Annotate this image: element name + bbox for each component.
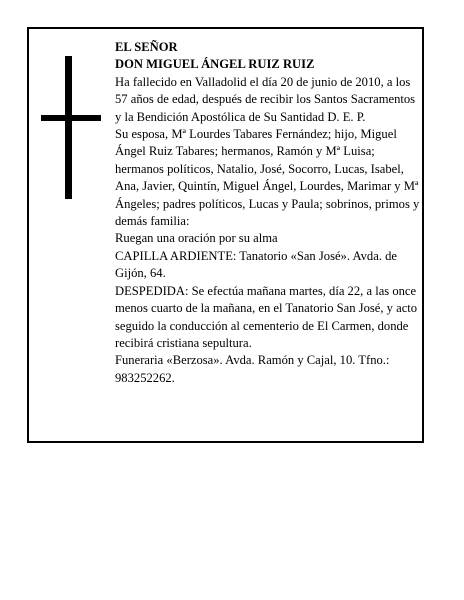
obituary-notice <box>27 27 424 443</box>
farewell-info: DESPEDIDA: Se efectúa mañana martes, día 22, a las once menos cuarto de la mañana, en el Tanatorio San José, y acto seguido la conducción al cementerio de El Carmen, donde recibirá cristiana sepultura. <box>115 283 418 350</box>
family-list: Su esposa, Mª Lourdes Tabares Fernández; hijo, Miguel Ángel Ruiz Tabares; hermanos, Ramón y Mª Luisa; hermanos políticos, Natalio, José, Socorro, Lucas, Isabel, Ana, Javier, Quintín, Miguel Ángel, Lourdes, Marimar y Mª Ángeles; padres políticos, Lucas y Paula; sobrinos, primos y demás familia: <box>115 127 420 229</box>
chapel-info: CAPILLA ARDIENTE: Tanatorio «San José». Avda. de Gijón, 64. <box>115 248 397 281</box>
cross-vertical-bar <box>65 56 72 199</box>
notice-title: EL SEÑOR <box>115 40 178 54</box>
deceased-name: DON MIGUEL ÁNGEL RUIZ RUIZ <box>115 57 315 72</box>
notice-text <box>115 39 421 387</box>
funeral-home-info: Funeraria «Berzosa». Avda. Ramón y Cajal, 10. Tfno.: 983252262. <box>115 353 390 385</box>
death-announcement: Ha fallecido en Valladolid el día 20 de junio de 2010, a los 57 años de edad, después de recibir los Santos Sacramentos y la Bendición Apostólica de Su Santidad D. E. P. <box>115 74 416 124</box>
cross-icon <box>41 56 101 199</box>
cross-horizontal-bar <box>41 115 101 121</box>
prayer-request: Ruegan una oración por su alma <box>115 231 278 246</box>
